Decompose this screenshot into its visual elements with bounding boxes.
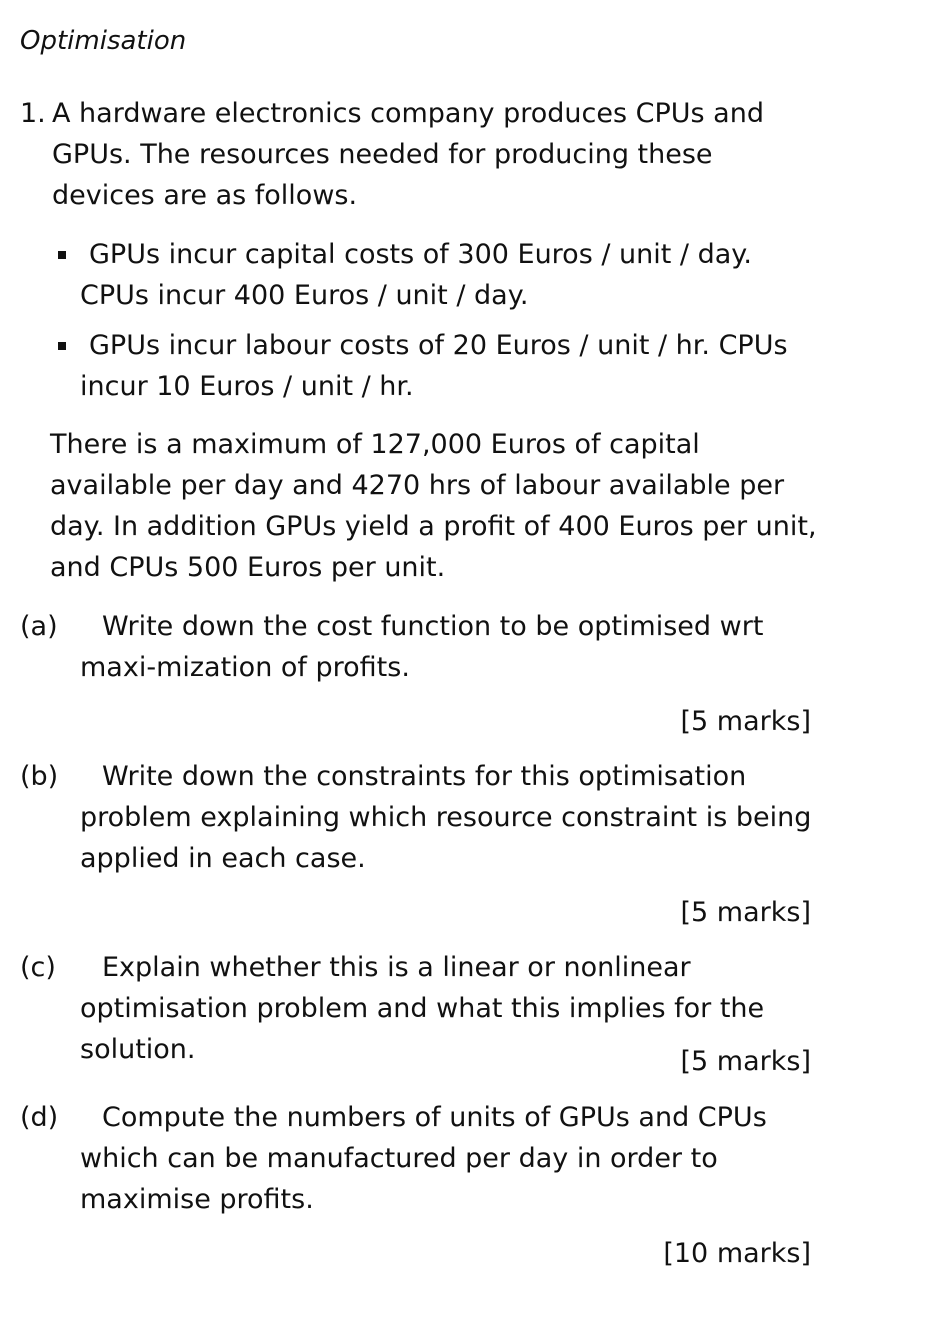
bullet-square-icon: [58, 342, 66, 350]
part-a: [20, 606, 820, 688]
section-title: Optimisation: [20, 26, 187, 56]
list-item: [50, 234, 820, 316]
part-text: Write down the constraints for this optimisation problem explaining which resource constraint is being applied in each case.: [80, 761, 812, 874]
bullet-text: GPUs incur labour costs of 20 Euros / unit / hr. CPUs incur 10 Euros / unit / hr.: [80, 330, 788, 402]
part-label: (c): [20, 952, 56, 983]
question-number: 1.: [20, 98, 46, 129]
bullet-square-icon: [58, 251, 66, 259]
question-intro-text: A hardware electronics company produces CPUs and GPUs. The resources needed for producing these devices are as follows.: [52, 98, 764, 211]
marks-d: [10 marks]: [663, 1238, 811, 1269]
part-text: Explain whether this is a linear or nonlinear optimisation problem and what this implies for the solution.: [80, 952, 765, 1065]
constraints-paragraph: There is a maximum of 127,000 Euros of capital available per day and 4270 hrs of labour available per day. In addition GPUs yield a profit of 400 Euros per unit, and CPUs 500 Euros per unit.: [50, 429, 817, 583]
part-text: Compute the numbers of units of GPUs and CPUs which can be manufactured per day in order to maximise profits.: [80, 1102, 767, 1215]
part-d: [20, 1097, 820, 1220]
part-text: Write down the cost function to be optimised wrt maxi-mization of profits.: [80, 611, 764, 683]
marks-a: [5 marks]: [680, 706, 811, 737]
list-item: [50, 325, 820, 407]
bullet-text: GPUs incur capital costs of 300 Euros / unit / day. CPUs incur 400 Euros / unit / day.: [80, 239, 753, 311]
part-label: (b): [20, 761, 59, 792]
question-intro: [20, 93, 820, 216]
resource-list: [50, 234, 820, 416]
part-label: (a): [20, 611, 58, 642]
part-label: (d): [20, 1102, 59, 1133]
marks-c: [5 marks]: [680, 1046, 811, 1077]
marks-b: [5 marks]: [680, 897, 811, 928]
part-b: [20, 756, 820, 879]
